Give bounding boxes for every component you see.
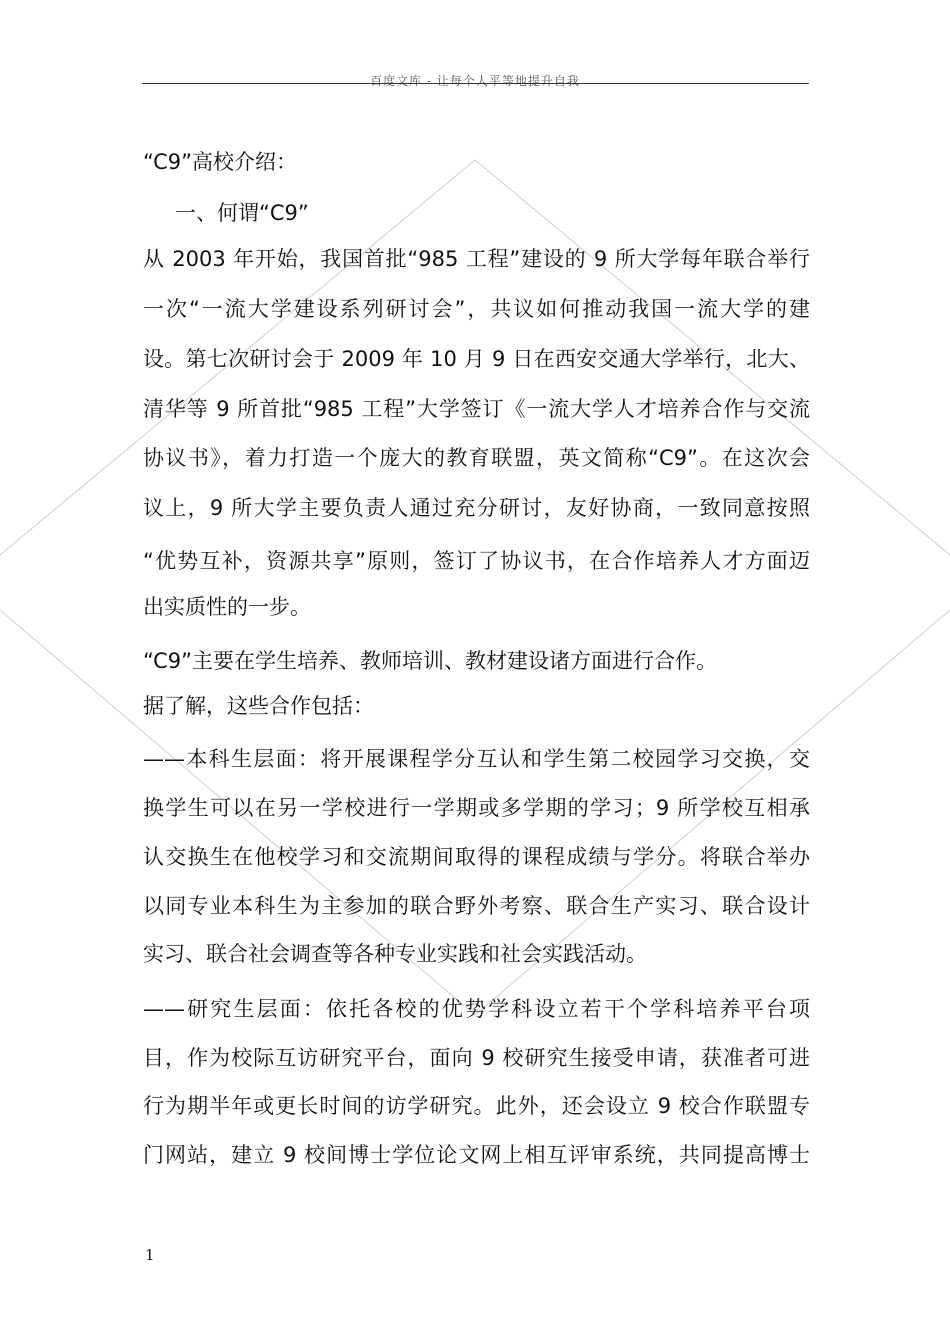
paragraph-line: 从 2003 年开始，我国首批“985 工程”建设的 9 所大学每年联合举行 [143,247,810,271]
paragraph-line: 认交换生在他校学习和交流期间取得的课程成绩与学分。将联合举办 [143,845,810,869]
paragraph-line: 行为期半年或更长时间的访学研究。此外，还会设立 9 校合作联盟专 [143,1094,810,1118]
document-title: “C9”高校介绍： [143,150,298,174]
paragraph-line: 一次“一流大学建设系列研讨会”，共议如何推动我国一流大学的建 [143,297,810,321]
paragraph-line: ——本科生层面：将开展课程学分互认和学生第二校园学习交换，交 [143,747,810,771]
paragraph-line: 目，作为校际互访研究平台，面向 9 校研究生接受申请，获准者可进 [143,1046,810,1070]
paragraph-line: 议上，9 所大学主要负责人通过充分研讨，友好协商，一致同意按照 [143,496,810,520]
paragraph-line: 据了解，这些合作包括： [143,694,374,718]
paragraph-line: “优势互补，资源共享”原则，签订了协议书，在合作培养人才方面迈 [143,549,810,573]
paragraph-line: 协议书》，着力打造一个庞大的教育联盟，英文简称“C9”。在这次会 [143,446,810,470]
page-header-title: 百度文库 - 让每个人平等地提升自我 [370,74,580,88]
paragraph-line: 出实质性的一步。 [143,595,311,619]
page-number: 1 [145,1246,155,1264]
paragraph-line: “C9”主要在学生培养、教师培训、教材建设诸方面进行合作。 [143,649,718,673]
paragraph-line: 设。第七次研讨会于 2009 年 10 月 9 日在西安交通大学举行，北大、 [143,347,810,371]
paragraph-line: 实习、联合社会调查等各种专业实践和社会实践活动。 [143,942,647,966]
paragraph-line: 门网站，建立 9 校间博士学位论文网上相互评审系统，共同提高博士 [143,1143,810,1167]
paragraph-line: 以同专业本科生为主参加的联合野外考察、联合生产实习、联合设计 [143,894,810,918]
paragraph-line: 换学生可以在另一学校进行一学期或多学期的学习；9 所学校互相承 [143,796,810,820]
section-heading: 一、何谓“C9” [175,201,309,225]
paragraph-line: ——研究生层面：依托各校的优势学科设立若干个学科培养平台项 [143,997,810,1021]
paragraph-line: 清华等 9 所首批“985 工程”大学签订《一流大学人才培养合作与交流 [143,397,810,421]
header-divider [142,83,809,84]
